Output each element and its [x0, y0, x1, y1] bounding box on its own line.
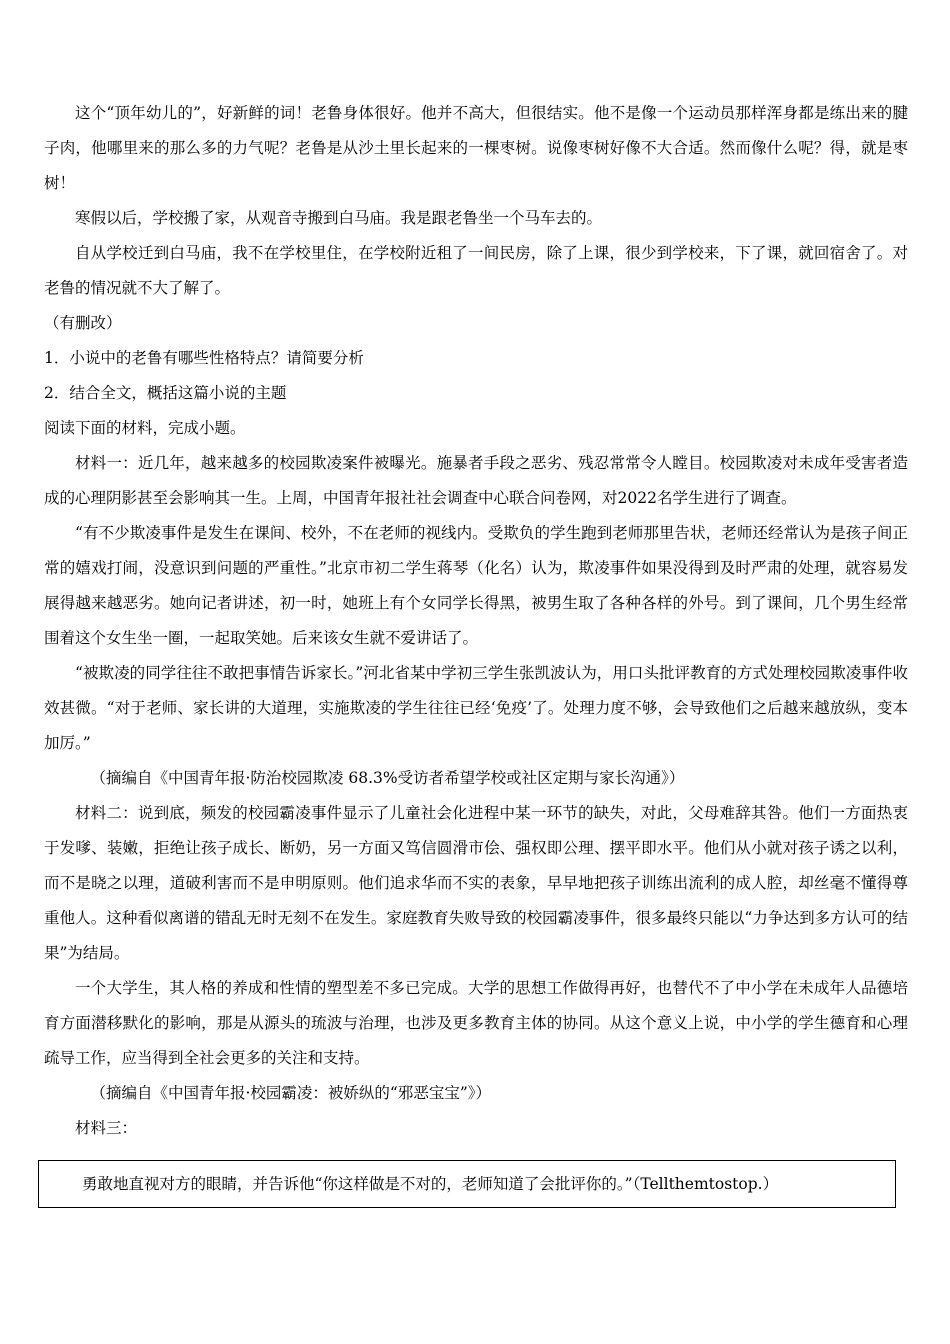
revision-note: （有删改）: [44, 314, 122, 332]
question-2: 2．结合全文，概括这篇小说的主题: [44, 384, 287, 402]
story-paragraph-3: 自从学校迁到白马庙，我不在学校里住，在学校附近租了一间民房，除了上课，很少到学校来，下了课，就回宿舍了。对老鲁的情况就不大了解了。: [44, 244, 908, 297]
reading-intro: 阅读下面的材料，完成小题。: [44, 419, 246, 437]
material-1-paragraph-1: 材料一：近几年，越来越多的校园欺凌案件被曝光。施暴者手段之恶劣、残忍常常令人瞠目。校园欺凌对未成年受害者造成的心理阴影甚至会影响其一生。上周，中国青年报社社会调查中心联合问卷网，对2022名学生进行了调查。: [44, 454, 908, 507]
story-paragraph-2: 寒假以后，学校搬了家，从观音寺搬到白马庙。我是跟老鲁坐一个马车去的。: [75, 209, 603, 227]
material-2-paragraph-1: 材料二：说到底，频发的校园霸凌事件显示了儿童社会化进程中某一环节的缺失，对此，父母难辞其咎。他们一方面热衷于发嗲、装嫩，拒绝让孩子成长、断奶，另一方面又笃信圆滑市侩、强权即公理、摆平即水平。他们从小就对孩子诱之以利，而不是晓之以理，道破利害而不是申明原则。他们追求华而不实的表象，早早地把孩子训练出流利的成人腔，却丝毫不懂得尊重他人。这种看似离谱的错乱无时无刻不在发生。家庭教育失败导致的校园霸凌事件，很多最终只能以“力争达到多方认可的结果”为结局。: [44, 804, 908, 962]
material-3-label: 材料三：: [75, 1119, 138, 1137]
material-1-source: （摘编自《中国青年报·防治校园欺凌 68.3%受访者希望学校或社区定期与家长沟通》）: [90, 769, 685, 787]
material-1-paragraph-3: “被欺凌的同学往往不敢把事情告诉家长。”河北省某中学初三学生张凯波认为，用口头批评教育的方式处理校园欺凌事件收效甚微。“对于老师、家长讲的大道理，实施欺凌的学生往往已经‘免疫’了。处理力度不够，会导致他们之后越来越放纵，变本加厉。”: [44, 664, 908, 752]
material-3-box: 勇敢地直视对方的眼睛，并告诉他“你这样做是不对的，老师知道了会批评你的。”（Tellthemtostop.）: [38, 1160, 896, 1208]
question-1: 1．小说中的老鲁有哪些性格特点？请简要分析: [44, 349, 364, 367]
material-1-paragraph-2: “有不少欺凌事件是发生在课间、校外，不在老师的视线内。受欺负的学生跑到老师那里告状，老师还经常认为是孩子间正常的嬉戏打闹，没意识到问题的严重性。”北京市初二学生蒋琴（化名）认为，欺凌事件如果没得到及时严肃的处理，就容易发展得越来越恶劣。她向记者讲述，初一时，她班上有个女同学长得黑，被男生取了各种各样的外号。到了课间，几个男生经常围着这个女生坐一圈，一起取笑她。后来该女生就不爱讲话了。: [44, 524, 908, 647]
story-paragraph-1: 这个“顶年幼儿的”，好新鲜的词！老鲁身体很好。他并不高大，但很结实。他不是像一个运动员那样浑身都是练出来的腱子肉，他哪里来的那么多的力气呢？老鲁是从沙土里长起来的一棵枣树。说像枣树好像不大合适。然而像什么呢？得，就是枣树！: [44, 104, 908, 192]
material-2-source: （摘编自《中国青年报·校园霸凌：被娇纵的“邪恶宝宝”》）: [90, 1084, 492, 1102]
document-page: [44, 96, 908, 1146]
material-2-paragraph-2: 一个大学生，其人格的养成和性情的塑型差不多已完成。大学的思想工作做得再好，也替代不了中小学在未成年人品德培育方面潜移默化的影响，那是从源头的琉波与治理，也涉及更多教育主体的协同。从这个意义上说，中小学的学生德育和心理疏导工作，应当得到全社会更多的关注和支持。: [44, 979, 908, 1067]
